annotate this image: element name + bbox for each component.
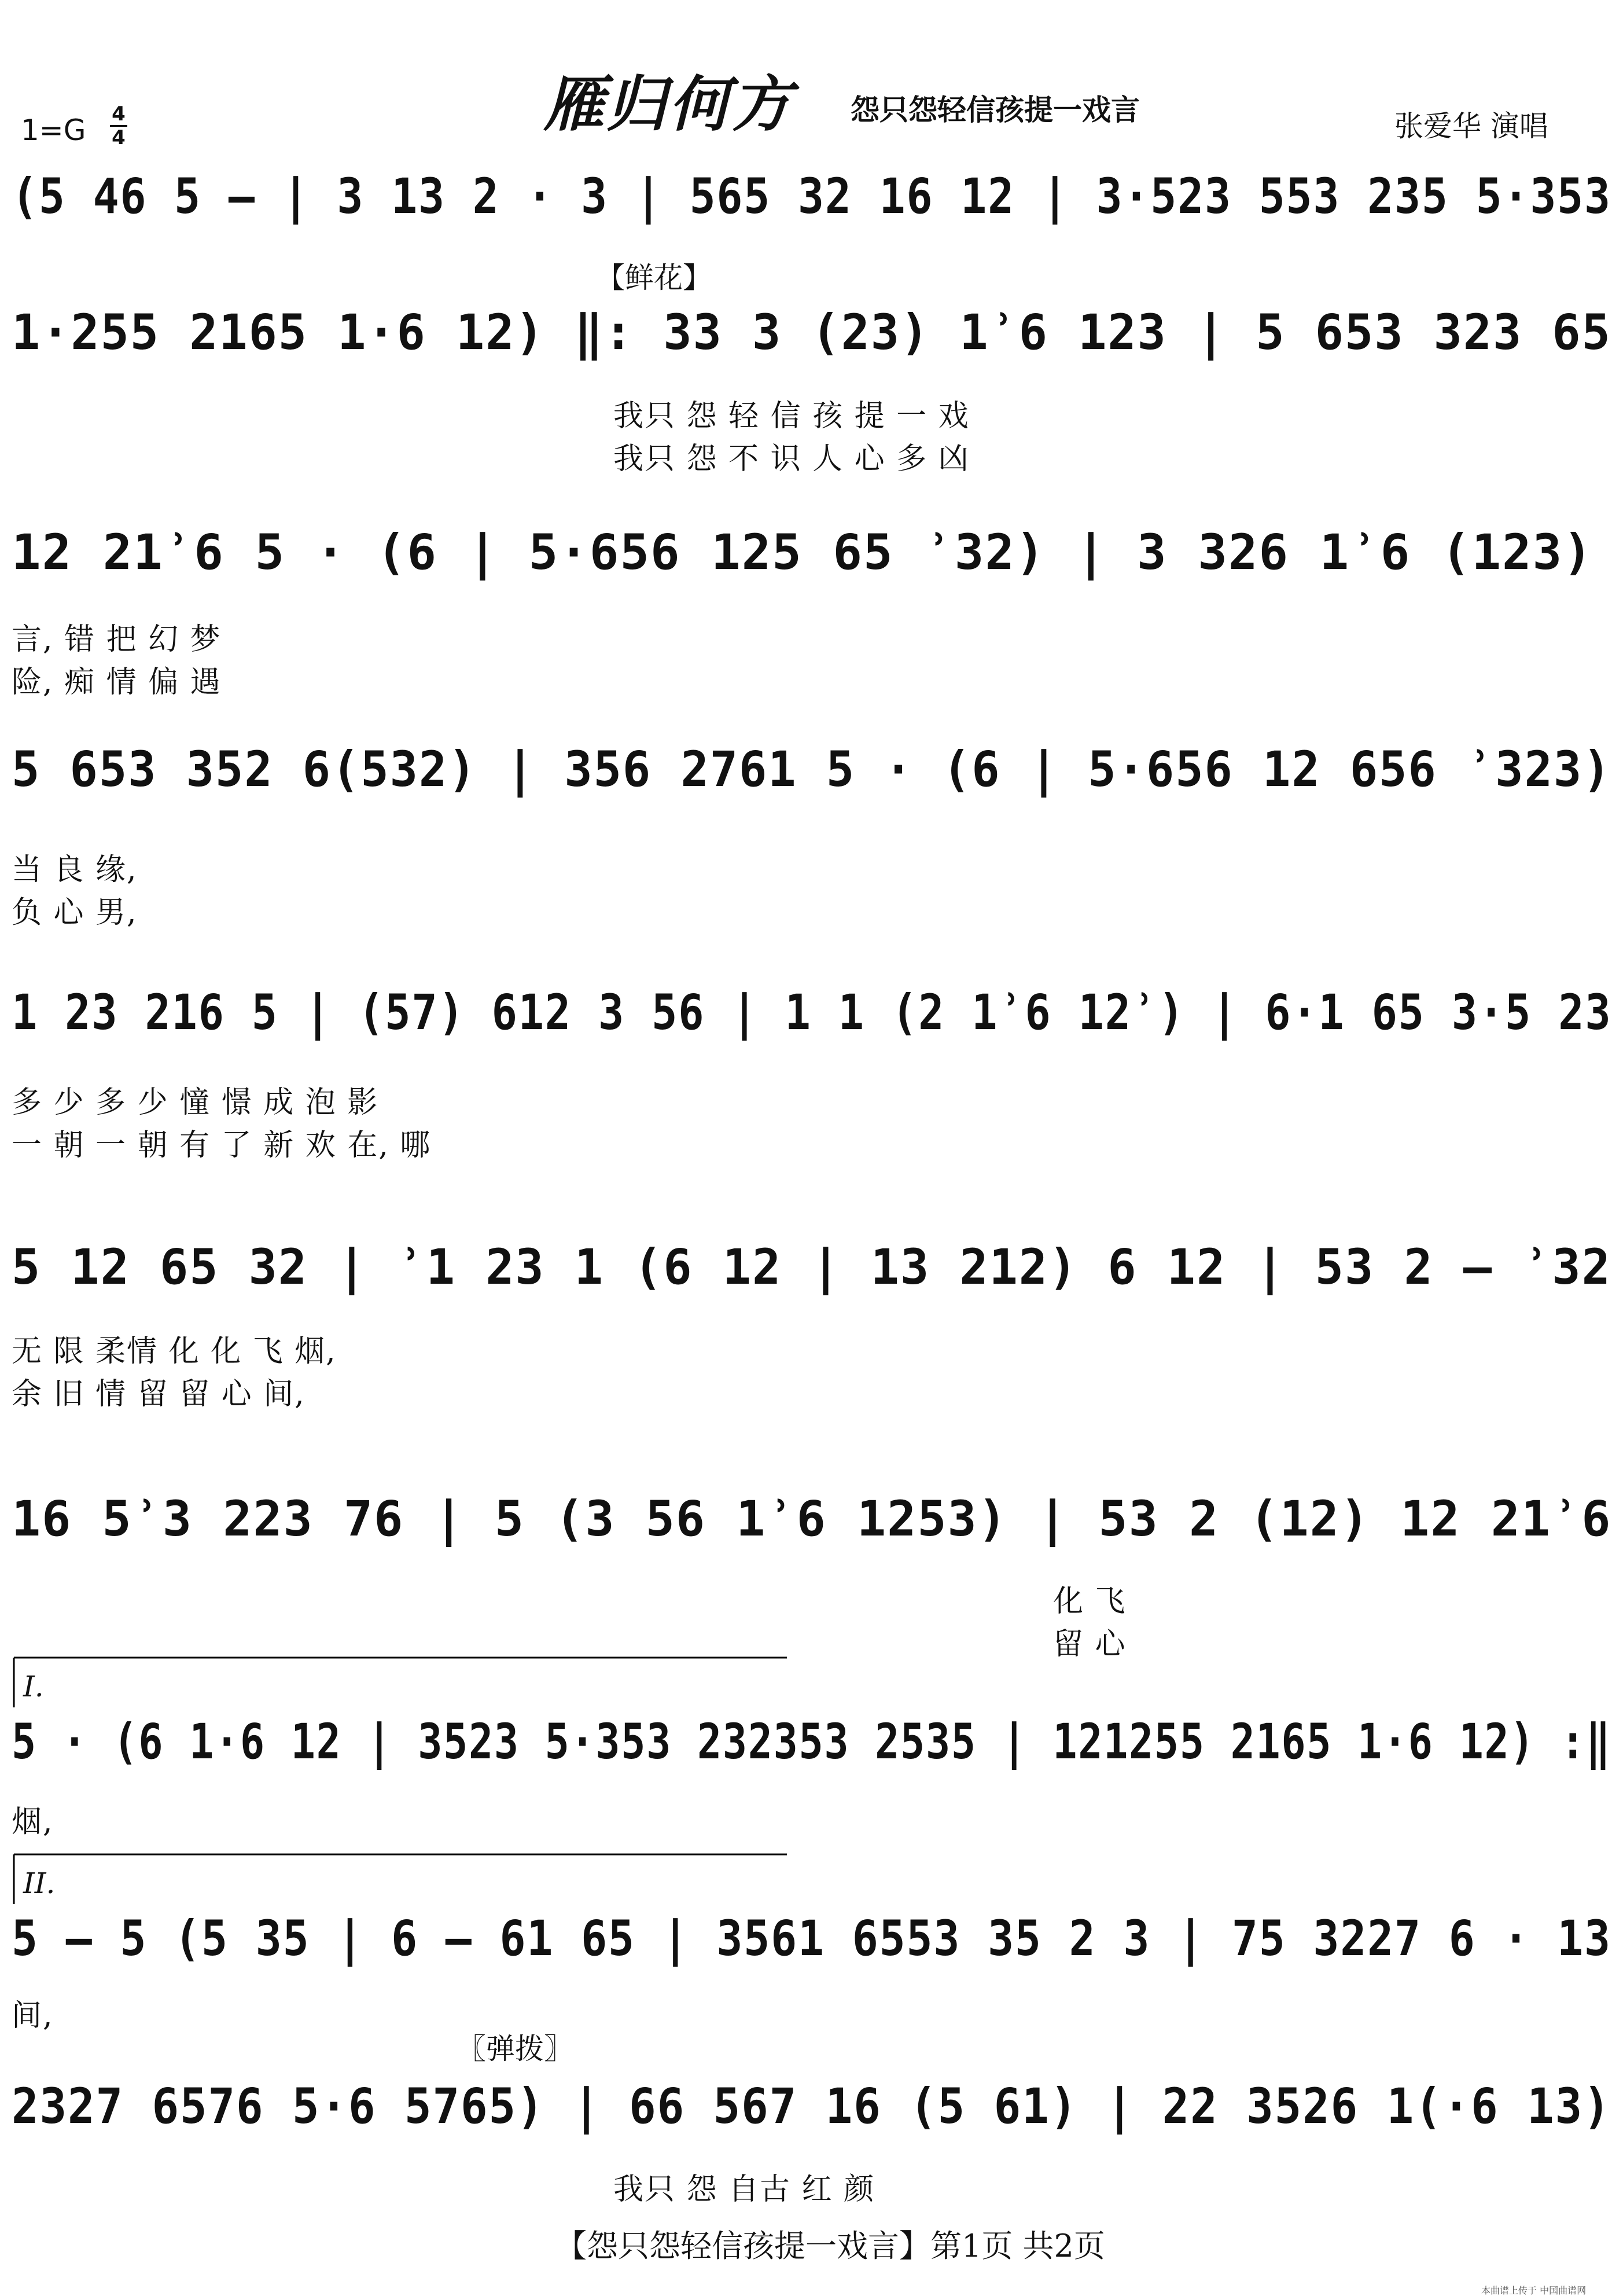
- first-ending-bracket: [12, 1655, 787, 1707]
- volta-second: II.: [23, 1867, 56, 1900]
- lyrics-row-5-verse-1: 多 少 多 少 憧 憬 成 泡 影: [12, 1085, 379, 1120]
- lyrics-row-8-verse-1: 烟,: [12, 1805, 54, 1839]
- lyrics-row-5-verse-2: 一 朝 一 朝 有 了 新 欢 在, 哪: [12, 1128, 432, 1163]
- meter-top: 4: [112, 102, 126, 126]
- lyrics-row-10-verse-1: 我只 怨 自古 红 颜: [613, 2172, 875, 2207]
- notation-row-9: 5 – 5 (5 35 | 6 – 61 65 | 3561 6553 35 2 3 | 75 3227 6 · 13: [12, 1910, 1611, 1967]
- key-signature: 1=G: [21, 113, 86, 147]
- notation-row-6: 5 12 65 32 | ʾ1 23 1 (6 12 | 13 212) 6 12 | 53 2 – ʾ32: [12, 1239, 1611, 1295]
- notation-row-4: 5 653 352 6(532) | 356 2761 5 · (6 | 5·656 12 656 ʾ323): [12, 741, 1612, 798]
- time-signature: [110, 103, 127, 149]
- notation-row-3: 12 21ʾ6 5 · (6 | 5·656 125 65 ʾ32) | 3 326 1ʾ6 (123): [12, 524, 1593, 581]
- page-footer: 【怨只怨轻信孩提一戏言】第1页 共2页: [555, 2228, 1105, 2264]
- notation-row-2: 1·255 2165 1·6 12) ‖: 33 3 (23) 1ʾ6 123 | 5 653 323 65: [12, 304, 1611, 361]
- score-subtitle: 怨只怨轻信孩提一戏言: [851, 93, 1140, 127]
- lyrics-row-7-verse-2: 留 心: [1053, 1627, 1127, 1662]
- notation-row-10: 2327 6576 5·6 5765) | 66 567 16 (5 61) | 22 3526 1(·6 13): [12, 2078, 1611, 2135]
- lyrics-row-4-verse-1: 当 良 缘,: [12, 853, 138, 887]
- meter-bottom: 4: [112, 126, 126, 149]
- lyrics-row-6-verse-1: 无 限 柔情 化 化 飞 烟,: [12, 1334, 337, 1369]
- score-title: 雁归何方: [544, 69, 794, 139]
- section-label-xianhua: 【鲜花】: [596, 261, 712, 295]
- volta-first: I.: [23, 1670, 44, 1703]
- notation-row-8: 5 · (6 1·6 12 | 3523 5·353 232353 2535 | 121255 2165 1·6 12) :‖: [12, 1713, 1611, 1770]
- section-label-tanbo: 〖弹拨〗: [457, 2032, 573, 2066]
- lyrics-row-3-verse-2: 险, 痴 情 偏 遇: [12, 665, 222, 700]
- performer-credit: 张爱华 演唱: [1394, 109, 1548, 143]
- lyrics-row-3-verse-1: 言, 错 把 幻 梦: [12, 622, 222, 657]
- notation-row-7: 16 5ʾ3 223 76 | 5 (3 56 1ʾ6 1253) | 53 2 (12) 12 21ʾ6: [12, 1490, 1612, 1547]
- lyrics-row-2-verse-2: 我只 怨 不 识 人 心 多 凶: [613, 442, 970, 476]
- lyrics-row-9-verse-1: 间,: [12, 1999, 54, 2033]
- lyrics-row-6-verse-2: 余 旧 情 留 留 心 间,: [12, 1377, 306, 1412]
- lyrics-row-2-verse-1: 我只 怨 轻 信 孩 提 一 戏: [613, 399, 970, 434]
- lyrics-row-7-verse-1: 化 飞: [1053, 1584, 1127, 1619]
- notation-row-1: (5 46 5 – | 3 13 2 · 3 | 565 32 16 12 | 3·523 553 235 5·353: [12, 168, 1611, 225]
- upload-credit: 本曲谱上传于 中国曲谱网: [1481, 2285, 1587, 2296]
- notation-row-5: 1 23 216 5 | (57) 612 3 56 | 1 1 (2 1ʾ6 12ʾ) | 6·1 65 3·5 23: [12, 984, 1612, 1041]
- second-ending-bracket: [12, 1852, 787, 1904]
- lyrics-row-4-verse-2: 负 心 男,: [12, 895, 138, 930]
